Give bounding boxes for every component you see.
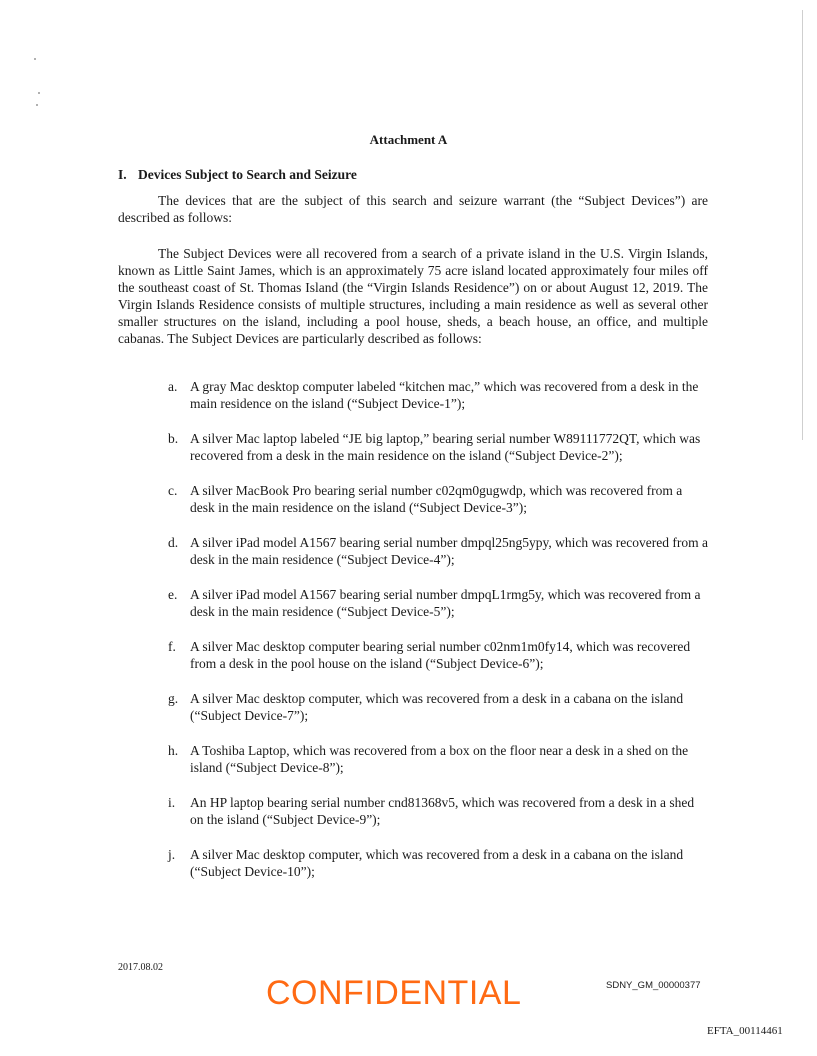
scan-speck: [38, 92, 40, 94]
list-item: [168, 690, 710, 724]
item-label: c.: [168, 483, 178, 498]
description-paragraph: The Subject Devices were all recovered from a search of a private island in the U.S. Virgin Islands, known as Little Saint James, which is an approximately 75 acre island located approximately four miles off the southeast coast of St. Thomas Island (the “Virgin Islands Residence”) on or about August 12, 2019. The Virgin Islands Residence consists of multiple structures, including a main residence as well as several other smaller structures on the island, including a pool house, sheds, a beach house, an office, and multiple cabanas. The Subject Devices are particularly described as follows:: [118, 246, 708, 346]
list-item: [168, 638, 710, 672]
bates-number: SDNY_GM_00000377: [606, 980, 701, 991]
item-label: h.: [168, 743, 179, 758]
list-item: [168, 482, 710, 516]
list-item: [168, 846, 710, 880]
item-text: A silver Mac laptop labeled “JE big laptop,” bearing serial number W89111772QT, which was recovered from a desk in the main residence on the island (“Subject Device-2”);: [190, 431, 701, 463]
item-label: i.: [168, 795, 176, 810]
item-text: A Toshiba Laptop, which was recovered from a box on the floor near a desk in a shed on the island (“Subject Device-8”);: [190, 743, 689, 775]
item-label: d.: [168, 535, 179, 550]
scan-edge-line: [802, 10, 803, 440]
item-text: A gray Mac desktop computer labeled “kitchen mac,” which was recovered from a desk in the main residence on the island (“Subject Device-1”);: [190, 379, 699, 411]
list-item: [168, 742, 710, 776]
item-label: f.: [168, 639, 176, 654]
list-item: [168, 534, 710, 568]
attachment-title: Attachment A: [369, 132, 448, 147]
section-title: Devices Subject to Search and Seizure: [138, 167, 357, 182]
intro-paragraph: The devices that are the subject of this search and seizure warrant (the “Subject Devices”) are described as follows:: [118, 193, 708, 225]
item-text: A silver iPad model A1567 bearing serial number dmpql25ng5ypy, which was recovered from a desk in the main residence (“Subject Device-4”);: [190, 535, 709, 567]
item-text: A silver Mac desktop computer bearing serial number c02nm1m0fy14, which was recovered from a desk in the pool house on the island (“Subject Device-6”);: [190, 639, 691, 671]
item-text: An HP laptop bearing serial number cnd81368v5, which was recovered from a desk in a shed on the island (“Subject Device-9”);: [190, 795, 695, 827]
section-number: I.: [118, 167, 127, 182]
item-label: g.: [168, 691, 179, 706]
confidential-stamp: CONFIDENTIAL: [266, 974, 522, 1012]
form-date: 2017.08.02: [118, 962, 163, 973]
item-label: j.: [168, 847, 176, 862]
item-label: e.: [168, 587, 178, 602]
list-item: [168, 378, 710, 412]
list-item: [168, 430, 710, 464]
scan-speck: [36, 104, 38, 106]
section-heading: [118, 167, 357, 183]
list-item: [168, 586, 710, 620]
item-text: A silver MacBook Pro bearing serial number c02qm0gugwdp, which was recovered from a desk in the main residence on the island (“Subject Device-3”);: [190, 483, 683, 515]
item-label: b.: [168, 431, 179, 446]
item-text: A silver Mac desktop computer, which was recovered from a desk in a cabana on the island (“Subject Device-10”);: [190, 847, 684, 879]
item-label: a.: [168, 379, 178, 394]
device-list: [168, 378, 710, 880]
item-text: A silver Mac desktop computer, which was recovered from a desk in a cabana on the island (“Subject Device-7”);: [190, 691, 684, 723]
item-text: A silver iPad model A1567 bearing serial number dmpqL1rmg5y, which was recovered from a desk in the main residence (“Subject Device-5”);: [190, 587, 701, 619]
efta-number: EFTA_00114461: [707, 1025, 783, 1037]
scan-speck: [34, 58, 36, 60]
list-item: [168, 794, 710, 828]
